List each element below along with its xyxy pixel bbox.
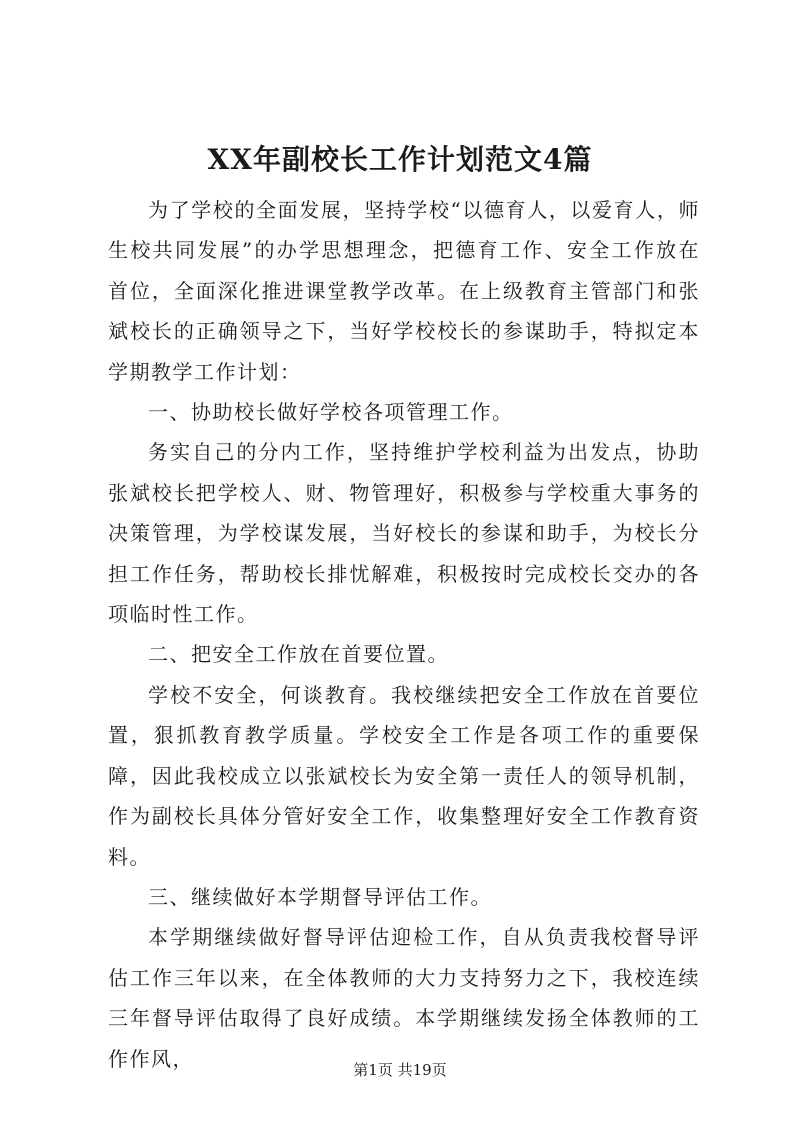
paragraph-section-3: 本学期继续做好督导评估迎检工作，自从负责我校督导评估工作三年以来，在全体教师的大力支持努力之下，我校连续三年督导评估取得了良好成绩。本学期继续发扬全体教师的工作作风， — [108, 925, 700, 1071]
paragraph-section-1: 务实自己的分内工作，坚持维护学校利益为出发点，协助张斌校长把学校人、财、物管理好，积极参与学校重大事务的决策管理，为学校谋发展，当好校长的参谋和助手，为校长分担工作任务，帮助校长排忧解难，积极按时完成校长交办的各项临时性工作。 — [108, 440, 700, 627]
paragraph-intro: 为了学校的全面发展，坚持学校“以德育人，以爱育人，师生校共同发展”的办学思想理念，把德育工作、安全工作放在首位，全面深化推进课堂教学改革。在上级教育主管部门和张斌校长的正确领导之下，当好学校校长的参谋助手，特拟定本学期教学工作计划： — [108, 198, 700, 384]
section-heading-3: 三、继续做好本学期督导评估工作。 — [148, 884, 492, 909]
document-body — [108, 190, 700, 1079]
section-heading-1: 一、协助校长做好学校各项管理工作。 — [148, 400, 514, 425]
page-number-footer: 第1页 共19页 — [353, 1061, 447, 1079]
document-title: XX年副校长工作计划范文4篇 — [207, 143, 593, 176]
section-heading-2: 二、把安全工作放在首要位置。 — [148, 642, 449, 667]
paragraph-section-2: 学校不安全，何谈教育。我校继续把安全工作放在首要位置，狠抓教育教学质量。学校安全工作是各项工作的重要保障，因此我校成立以张斌校长为安全第一责任人的领导机制，作为副校长具体分管好安全工作，收集整理好安全工作教育资料。 — [108, 682, 700, 869]
